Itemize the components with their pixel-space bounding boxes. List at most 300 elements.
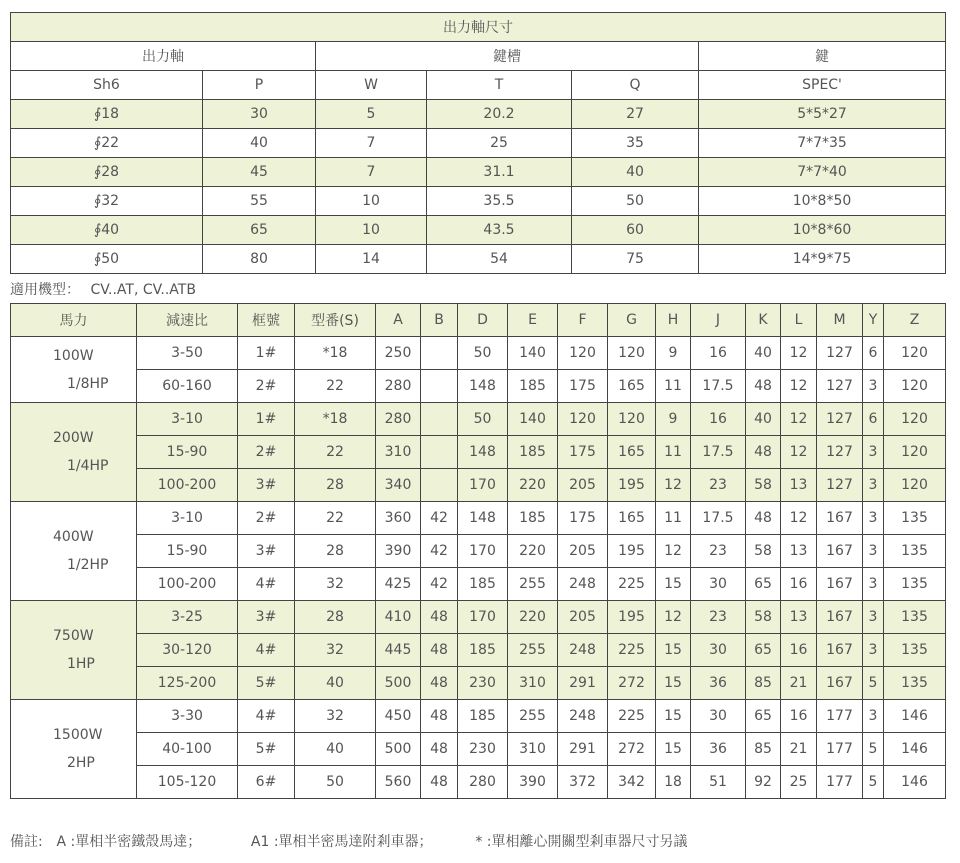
table-cell: 58 <box>746 469 781 502</box>
column-header: W <box>316 71 427 100</box>
table-cell: 120 <box>558 337 608 370</box>
table-cell: 195 <box>608 601 656 634</box>
table-cell: 205 <box>558 469 608 502</box>
table-cell: 146 <box>884 700 946 733</box>
table-cell: 310 <box>508 733 558 766</box>
table-cell: 23 <box>691 601 746 634</box>
table-cell: 27 <box>572 100 699 129</box>
table-cell: 25 <box>781 766 817 799</box>
table-cell: 4# <box>238 700 295 733</box>
table-cell: 165 <box>608 436 656 469</box>
table-cell: 48 <box>746 502 781 535</box>
table-cell: 445 <box>376 634 421 667</box>
table-cell: ∮40 <box>11 216 203 245</box>
table-cell: 18 <box>656 766 691 799</box>
column-header: 框號 <box>238 304 295 337</box>
table-cell: 65 <box>746 568 781 601</box>
table-cell: 100-200 <box>137 568 238 601</box>
table-row <box>11 100 946 129</box>
table-cell: 32 <box>295 634 376 667</box>
table-cell: 65 <box>746 700 781 733</box>
table-cell: 175 <box>558 436 608 469</box>
table-cell: 205 <box>558 535 608 568</box>
table-cell: 30 <box>691 634 746 667</box>
table-cell: 12 <box>781 337 817 370</box>
table-cell: 3# <box>238 535 295 568</box>
table-cell: 21 <box>781 667 817 700</box>
table-cell: 205 <box>558 601 608 634</box>
table-row <box>11 766 946 799</box>
table-cell: 48 <box>746 436 781 469</box>
power-hp: 1HP <box>67 656 95 672</box>
table-cell: 195 <box>608 469 656 502</box>
column-header: SPEC' <box>699 71 946 100</box>
table-cell: 167 <box>817 634 863 667</box>
table-cell: 23 <box>691 535 746 568</box>
table-cell: 50 <box>295 766 376 799</box>
table-cell: 248 <box>558 568 608 601</box>
table-cell: 3-25 <box>137 601 238 634</box>
table-cell: 40 <box>746 337 781 370</box>
table-cell: 30 <box>691 700 746 733</box>
table-cell: 31.1 <box>427 158 572 187</box>
table-cell: 85 <box>746 733 781 766</box>
column-header: Q <box>572 71 699 100</box>
table-cell: 127 <box>817 403 863 436</box>
table-cell: 3-10 <box>137 403 238 436</box>
table-cell: 167 <box>817 568 863 601</box>
table-cell: 11 <box>656 436 691 469</box>
table-cell: 127 <box>817 337 863 370</box>
table-cell: 3 <box>863 370 884 403</box>
table-cell: 50 <box>572 187 699 216</box>
table-cell: 195 <box>608 535 656 568</box>
table-cell: 3 <box>863 535 884 568</box>
group-header: 鍵槽 <box>316 42 699 71</box>
power-watts: 400W <box>53 529 94 545</box>
column-header: B <box>421 304 458 337</box>
table-cell: 450 <box>376 700 421 733</box>
group-header: 鍵 <box>699 42 946 71</box>
column-header: 馬力 <box>11 304 137 337</box>
table-cell: 230 <box>458 667 508 700</box>
table-cell: 170 <box>458 469 508 502</box>
table-cell: 105-120 <box>137 766 238 799</box>
table-cell: 10 <box>316 187 427 216</box>
table-cell: 48 <box>421 766 458 799</box>
table-cell: 15-90 <box>137 535 238 568</box>
table-cell: 280 <box>376 403 421 436</box>
column-header: 型番(S) <box>295 304 376 337</box>
table-cell <box>421 436 458 469</box>
table-cell: 175 <box>558 502 608 535</box>
table-cell: 120 <box>884 436 946 469</box>
table-cell: 165 <box>608 370 656 403</box>
table-cell: 40 <box>746 403 781 436</box>
table-cell: 75 <box>572 245 699 274</box>
table-cell: 55 <box>203 187 316 216</box>
horsepower-cell <box>11 601 137 700</box>
table-cell: 54 <box>427 245 572 274</box>
table-row <box>11 733 946 766</box>
table-cell: 85 <box>746 667 781 700</box>
table-cell: 12 <box>781 502 817 535</box>
table-cell: 9 <box>656 337 691 370</box>
table-cell: 28 <box>295 535 376 568</box>
table-cell: 6 <box>863 403 884 436</box>
table-cell: 148 <box>458 370 508 403</box>
table-row <box>11 568 946 601</box>
table-cell: 2# <box>238 502 295 535</box>
table-cell: 43.5 <box>427 216 572 245</box>
table-cell: 135 <box>884 568 946 601</box>
column-header: H <box>656 304 691 337</box>
table-cell: 16 <box>691 337 746 370</box>
table-cell: 30 <box>203 100 316 129</box>
table-cell: 58 <box>746 601 781 634</box>
table-cell: 185 <box>508 436 558 469</box>
table-cell: 175 <box>558 370 608 403</box>
table-cell: 9 <box>656 403 691 436</box>
column-header: P <box>203 71 316 100</box>
table-cell: 16 <box>691 403 746 436</box>
table-cell: 220 <box>508 535 558 568</box>
table-cell: 35 <box>572 129 699 158</box>
table-cell: 5 <box>863 766 884 799</box>
table-cell: 135 <box>884 535 946 568</box>
table-cell: 12 <box>656 601 691 634</box>
table-cell: 50 <box>458 337 508 370</box>
group-header-row <box>11 42 946 71</box>
table-cell: 13 <box>781 469 817 502</box>
table-cell: 135 <box>884 601 946 634</box>
table-cell: 127 <box>817 469 863 502</box>
table-cell: 280 <box>376 370 421 403</box>
table-cell: 40 <box>295 667 376 700</box>
table-cell: 148 <box>458 436 508 469</box>
table-cell: 25 <box>427 129 572 158</box>
table-row <box>11 158 946 187</box>
table-cell: 250 <box>376 337 421 370</box>
table-cell: 7*7*35 <box>699 129 946 158</box>
table-cell: 3 <box>863 568 884 601</box>
table-cell: 135 <box>884 502 946 535</box>
horsepower-cell <box>11 403 137 502</box>
table-cell: 177 <box>817 700 863 733</box>
table-cell: 3 <box>863 469 884 502</box>
table-cell: 120 <box>608 337 656 370</box>
table-cell: 167 <box>817 535 863 568</box>
table-cell: 410 <box>376 601 421 634</box>
table-cell: ∮50 <box>11 245 203 274</box>
table-cell: 6# <box>238 766 295 799</box>
table-cell: 120 <box>884 469 946 502</box>
power-hp: 1/2HP <box>67 557 109 573</box>
table-cell: 225 <box>608 568 656 601</box>
table-cell: 32 <box>295 568 376 601</box>
column-header-row <box>11 71 946 100</box>
table-row <box>11 370 946 403</box>
power-hp: 2HP <box>67 755 95 771</box>
table-cell: 272 <box>608 733 656 766</box>
table-cell: 5# <box>238 667 295 700</box>
table-cell: 12 <box>781 370 817 403</box>
table-cell: 390 <box>508 766 558 799</box>
table-cell: 40 <box>572 158 699 187</box>
table-cell: 58 <box>746 535 781 568</box>
table-cell: 45 <box>203 158 316 187</box>
table-cell: 2# <box>238 370 295 403</box>
table-cell: 40 <box>203 129 316 158</box>
table-cell: 120 <box>558 403 608 436</box>
table-cell: 23 <box>691 469 746 502</box>
table-cell: 17.5 <box>691 436 746 469</box>
table-row <box>11 245 946 274</box>
table-cell: 22 <box>295 436 376 469</box>
table-cell: 28 <box>295 601 376 634</box>
notes <box>10 831 950 851</box>
table-cell: 30-120 <box>137 634 238 667</box>
table-cell: 3 <box>863 601 884 634</box>
table-cell: 3 <box>863 634 884 667</box>
table-cell: 165 <box>608 502 656 535</box>
applicable-models <box>10 279 196 299</box>
table-cell: 146 <box>884 733 946 766</box>
table-cell: 255 <box>508 700 558 733</box>
table-cell: 127 <box>817 370 863 403</box>
table-cell: 120 <box>884 337 946 370</box>
table-cell: 28 <box>295 469 376 502</box>
table-cell: 170 <box>458 535 508 568</box>
horsepower-cell <box>11 502 137 601</box>
table-cell: 22 <box>295 370 376 403</box>
column-header-row <box>11 304 946 337</box>
table-cell: 272 <box>608 667 656 700</box>
table-cell: 291 <box>558 667 608 700</box>
table-cell: 310 <box>508 667 558 700</box>
table-cell: 32 <box>295 700 376 733</box>
table-cell: 3# <box>238 601 295 634</box>
table-cell: 12 <box>781 436 817 469</box>
table-cell: 65 <box>746 634 781 667</box>
table-cell: 4# <box>238 634 295 667</box>
table-cell: 30 <box>691 568 746 601</box>
note-item: * :單相離心開關型剎車器尺寸另議 <box>475 834 688 850</box>
table-row <box>11 502 946 535</box>
table-cell: 1# <box>238 403 295 436</box>
table-cell: 12 <box>781 403 817 436</box>
table-cell: 2# <box>238 436 295 469</box>
column-header: E <box>508 304 558 337</box>
table-cell: 42 <box>421 502 458 535</box>
table-cell: 146 <box>884 766 946 799</box>
table-cell: 48 <box>421 733 458 766</box>
table-cell: 65 <box>203 216 316 245</box>
table-cell: 6 <box>863 337 884 370</box>
table-row <box>11 216 946 245</box>
table-cell: 148 <box>458 502 508 535</box>
table-cell: 185 <box>508 370 558 403</box>
table-cell: 5 <box>863 667 884 700</box>
table-cell: 560 <box>376 766 421 799</box>
table-cell: 42 <box>421 568 458 601</box>
table-cell: 177 <box>817 766 863 799</box>
table-cell: 3-10 <box>137 502 238 535</box>
table-cell <box>421 469 458 502</box>
table-cell: 14 <box>316 245 427 274</box>
table-cell: 16 <box>781 700 817 733</box>
table-cell: 220 <box>508 469 558 502</box>
table-cell: *18 <box>295 403 376 436</box>
table-cell: 1# <box>238 337 295 370</box>
power-watts: 100W <box>53 347 94 364</box>
table-cell: 177 <box>817 733 863 766</box>
table-row <box>11 634 946 667</box>
power-hp: 1/4HP <box>67 458 109 474</box>
table-cell: 15 <box>656 667 691 700</box>
table-cell: 7 <box>316 129 427 158</box>
horsepower-cell <box>11 700 137 799</box>
table-cell: 248 <box>558 634 608 667</box>
table-cell: 5 <box>863 733 884 766</box>
table-cell: 185 <box>458 700 508 733</box>
table-cell: 140 <box>508 403 558 436</box>
table-cell: 390 <box>376 535 421 568</box>
table-cell: *18 <box>295 337 376 370</box>
table-cell: 120 <box>608 403 656 436</box>
table-cell: 11 <box>656 502 691 535</box>
column-header: Sh6 <box>11 71 203 100</box>
table-cell: 3 <box>863 502 884 535</box>
column-header: L <box>781 304 817 337</box>
table-cell: 60-160 <box>137 370 238 403</box>
table-cell: 220 <box>508 601 558 634</box>
group-header: 出力軸 <box>11 42 316 71</box>
notes-label: 備註: <box>10 834 43 850</box>
table-cell: 167 <box>817 667 863 700</box>
column-header: T <box>427 71 572 100</box>
column-header: F <box>558 304 608 337</box>
table-cell <box>421 337 458 370</box>
table-cell: 7 <box>316 158 427 187</box>
table-cell: 120 <box>884 403 946 436</box>
table-cell: 15 <box>656 733 691 766</box>
table-title-row <box>11 13 946 42</box>
table-cell: 3-50 <box>137 337 238 370</box>
table-cell: 185 <box>458 634 508 667</box>
table-cell: 342 <box>608 766 656 799</box>
table-cell: 291 <box>558 733 608 766</box>
table-cell: 230 <box>458 733 508 766</box>
table-cell: 7*7*40 <box>699 158 946 187</box>
horsepower-cell <box>11 337 137 403</box>
table-cell: 255 <box>508 634 558 667</box>
table-cell: 5# <box>238 733 295 766</box>
power-watts: 1500W <box>53 727 103 743</box>
table-cell: 17.5 <box>691 502 746 535</box>
table-cell: 15 <box>656 634 691 667</box>
column-header: A <box>376 304 421 337</box>
table-cell: 11 <box>656 370 691 403</box>
table-cell: 15 <box>656 700 691 733</box>
table-cell: 35.5 <box>427 187 572 216</box>
table-cell: 36 <box>691 667 746 700</box>
table-cell: 135 <box>884 667 946 700</box>
table-cell: 22 <box>295 502 376 535</box>
table-cell: 21 <box>781 733 817 766</box>
table-cell: 125-200 <box>137 667 238 700</box>
table-cell: 4# <box>238 568 295 601</box>
table-cell: 60 <box>572 216 699 245</box>
table-cell: 92 <box>746 766 781 799</box>
table-cell: 16 <box>781 568 817 601</box>
table-row <box>11 187 946 216</box>
table-cell: 372 <box>558 766 608 799</box>
table-cell: 10*8*60 <box>699 216 946 245</box>
table-row <box>11 469 946 502</box>
table-cell: 5*5*27 <box>699 100 946 129</box>
table-row <box>11 436 946 469</box>
applicable-models-label: 適用機型： <box>10 282 80 298</box>
table-cell: 360 <box>376 502 421 535</box>
table-cell: 42 <box>421 535 458 568</box>
table-cell: 36 <box>691 733 746 766</box>
table-cell: 80 <box>203 245 316 274</box>
table-cell: ∮32 <box>11 187 203 216</box>
table-row <box>11 700 946 733</box>
column-header: J <box>691 304 746 337</box>
power-watts: 200W <box>53 430 94 446</box>
table-cell: 15-90 <box>137 436 238 469</box>
note-item: A1 :單相半密馬達附剎車器； <box>250 834 433 850</box>
table-cell: ∮28 <box>11 158 203 187</box>
table-cell: 15 <box>656 568 691 601</box>
table-cell: 10*8*50 <box>699 187 946 216</box>
table-row <box>11 129 946 158</box>
note-item: A :單相半密鐵殼馬達； <box>56 834 202 850</box>
table-row <box>11 337 946 370</box>
table-cell: 20.2 <box>427 100 572 129</box>
shaft-dimension-table <box>10 12 946 274</box>
table-cell: 3 <box>863 436 884 469</box>
table-cell: ∮22 <box>11 129 203 158</box>
table-cell: 48 <box>421 601 458 634</box>
table-cell: 48 <box>421 700 458 733</box>
table-cell: 48 <box>746 370 781 403</box>
table-cell: 185 <box>458 568 508 601</box>
table-cell: 12 <box>656 469 691 502</box>
table-cell: 3# <box>238 469 295 502</box>
table-cell: 5 <box>316 100 427 129</box>
table-cell: 425 <box>376 568 421 601</box>
table-cell: 48 <box>421 667 458 700</box>
table-row <box>11 667 946 700</box>
column-header: M <box>817 304 863 337</box>
table-cell: 500 <box>376 667 421 700</box>
power-watts: 750W <box>53 628 94 644</box>
table-cell: 12 <box>656 535 691 568</box>
column-header: G <box>608 304 656 337</box>
table-cell: ∮18 <box>11 100 203 129</box>
table-cell: 40-100 <box>137 733 238 766</box>
table-cell <box>421 370 458 403</box>
table-cell: 127 <box>817 436 863 469</box>
table-cell: 340 <box>376 469 421 502</box>
table-cell: 13 <box>781 535 817 568</box>
table-cell: 16 <box>781 634 817 667</box>
table-cell: 100-200 <box>137 469 238 502</box>
table-cell: 48 <box>421 634 458 667</box>
